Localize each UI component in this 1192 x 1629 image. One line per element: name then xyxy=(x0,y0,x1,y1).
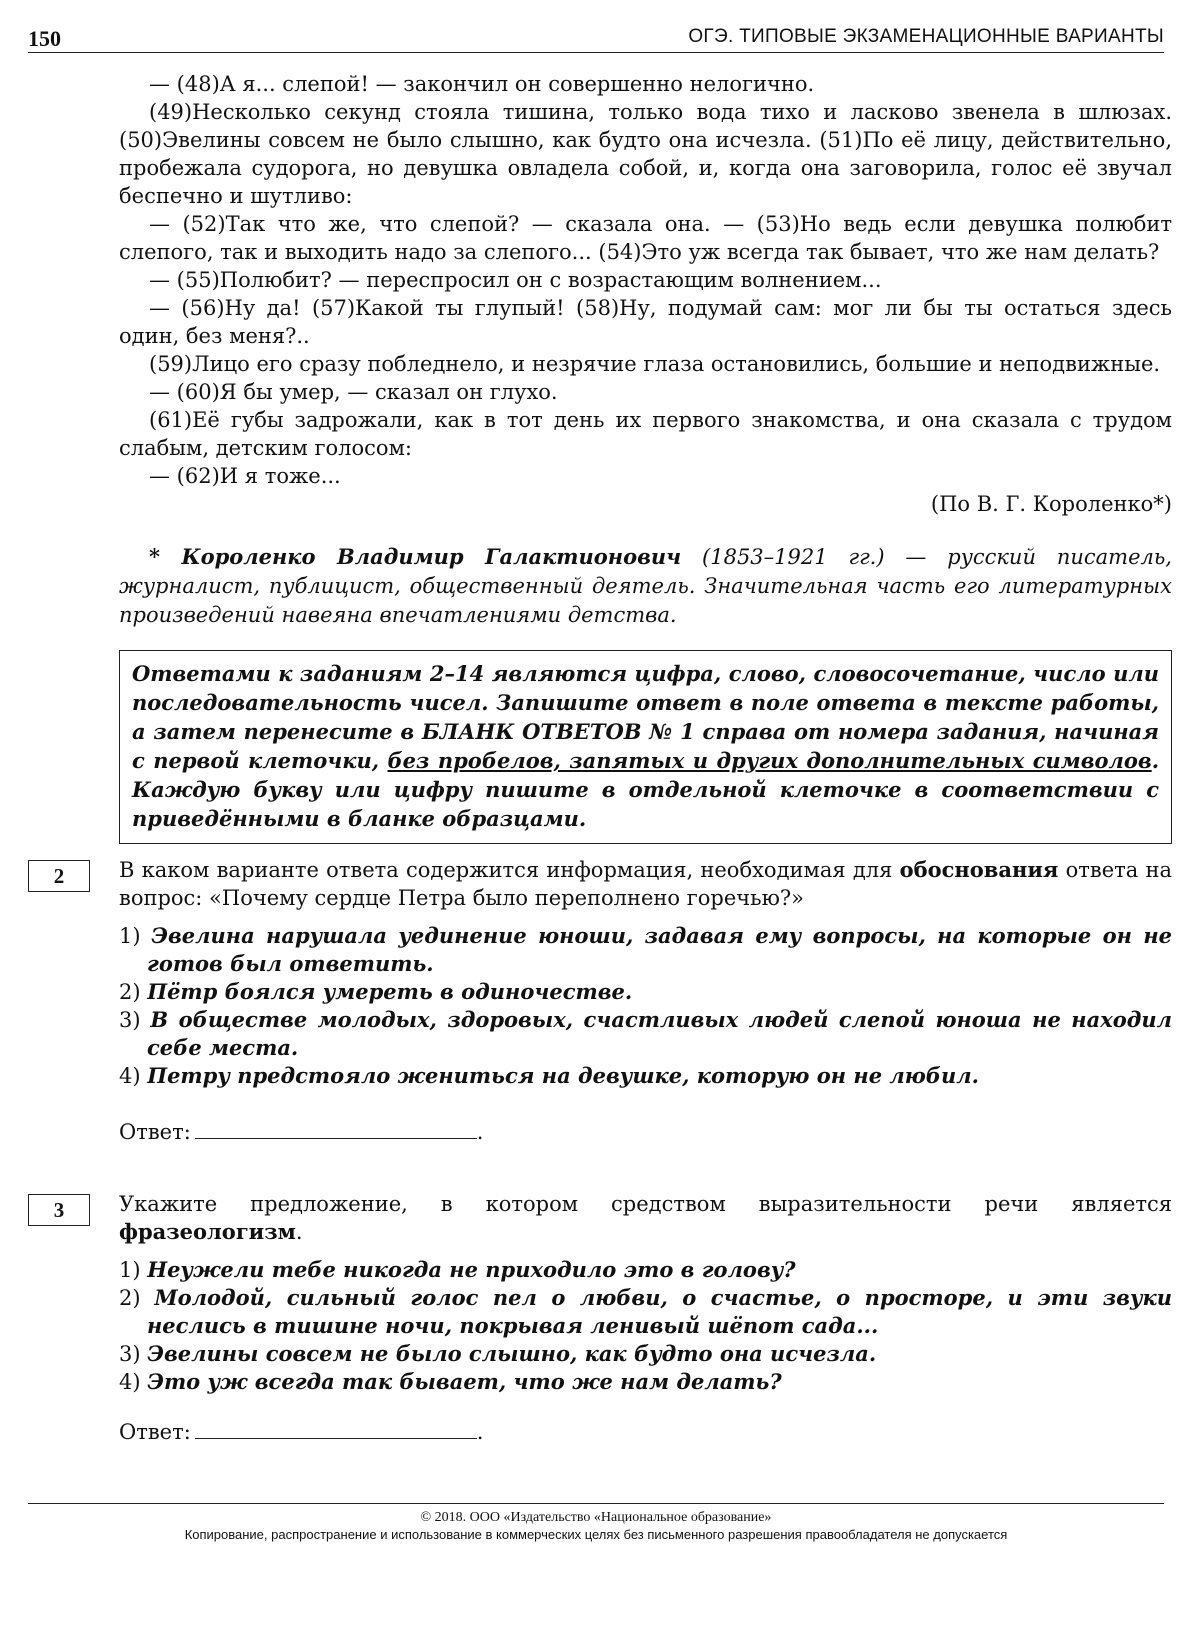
question-text: В каком варианте ответа содержится информация, необходимая для xyxy=(119,858,900,882)
answer-option: 3) Эвелины совсем не было слышно, как будто она исчезла. xyxy=(119,1341,877,1366)
instructions-text: Ответами к заданиям 2–14 являются цифра, слово, словосочетание, число или последовательность чисел. Запишите ответ в поле ответа в тексте работы, а затем перенесите в БЛАНК ОТВЕТОВ № 1 справа от номера задания, начиная с первой клеточки, xyxy=(132,661,1159,773)
answer-field[interactable] xyxy=(195,1418,477,1439)
instructions-box xyxy=(119,650,1172,844)
author-footnote xyxy=(119,542,1172,630)
instructions-text-end: . Каждую букву или цифру пишите в отдельной клеточке в соответствии с приведёнными в бланке образцами. xyxy=(132,748,1159,831)
page-number: 150 xyxy=(28,26,61,51)
footnote-text: (1853–1921 гг.) — русский писатель, журналист, публицист, общественный деятель. Значительная часть его литературных произведений навеяна впечатлениями детства. xyxy=(119,545,1172,627)
question-keyword: обоснования xyxy=(899,857,1059,882)
answer-option: 4) Это уж всегда так бывает, что же нам делать? xyxy=(119,1369,782,1394)
running-title: ОГЭ. ТИПОВЫЕ ЭКЗАМЕНАЦИОННЫЕ ВАРИАНТЫ xyxy=(688,26,1164,47)
instructions-underlined: без пробелов, запятых и других дополнительных символов xyxy=(387,748,1152,773)
text-paragraph: (61)Её губы задрожали, как в тот день их первого знакомства, и она сказала с трудом слабым, детским голосом: xyxy=(119,408,1172,460)
text-paragraph: (59)Лицо его сразу побледнело, и незрячие глаза остановились, большие и неподвижные. xyxy=(149,352,1161,376)
footnote-author-name: * Короленко Владимир Галактионович xyxy=(149,544,682,569)
answer-field[interactable] xyxy=(195,1118,477,1139)
answer-label: Ответ: xyxy=(119,1120,191,1144)
answer-option: 1) Неужели тебе никогда не приходило это в голову? xyxy=(119,1257,796,1282)
answer-row: Ответ: . xyxy=(119,1420,484,1444)
answer-label: Ответ: xyxy=(119,1420,191,1444)
copyright: © 2018. ООО «Издательство «Национальное образование» xyxy=(420,1510,772,1525)
answer-option: 4) Петру предстояло жениться на девушке, которую он не любил. xyxy=(119,1063,979,1088)
task-number-box: 3 xyxy=(28,1194,90,1226)
task-number-box: 2 xyxy=(28,860,90,892)
answer-options xyxy=(119,922,1172,1090)
answer-options xyxy=(119,1256,1172,1396)
text-paragraph: — (56)Ну да! (57)Какой ты глупый! (58)Ну, подумай сам: мог ли бы ты остаться здесь один, без меня?.. xyxy=(119,296,1172,348)
copy-notice: Копирование, распространение и использование в коммерческих целях без письменного разрешения правообладателя не допускается xyxy=(184,1527,1008,1542)
answer-option: 2) Молодой, сильный голос пел о любви, о счастье, о просторе, и эти звуки неслись в тишине ночи, покрывая ленивый шёпот сада... xyxy=(119,1285,1172,1338)
answer-option: 1) Эвелина нарушала уединение юноши, задавая ему вопросы, на которые он не готов был ответить. xyxy=(119,923,1172,976)
page-footer xyxy=(28,1503,1164,1542)
literary-text xyxy=(119,70,1172,518)
page-content xyxy=(53,70,1172,1446)
text-paragraph: — (48)А я... слепой! — закончил он совершенно нелогично. xyxy=(149,72,815,96)
question-keyword: фразеологизм xyxy=(119,1219,296,1244)
task-3 xyxy=(53,1190,1172,1446)
text-paragraph: — (55)Полюбит? — переспросил он с возрастающим волнением... xyxy=(149,268,882,292)
text-paragraph: — (60)Я бы умер, — сказал он глухо. xyxy=(149,380,558,404)
task-question xyxy=(119,856,1172,912)
attribution: (По В. Г. Короленко*) xyxy=(930,492,1172,516)
answer-row: Ответ: . xyxy=(119,1120,484,1144)
text-paragraph: — (62)И я тоже... xyxy=(149,464,341,488)
question-text-end: . xyxy=(295,1220,303,1244)
answer-option: 2) Пётр боялся умереть в одиночестве. xyxy=(119,979,633,1004)
text-paragraph: — (52)Так что же, что слепой? — сказала она. — (53)Но ведь если девушка полюбит слепого, так и выходить надо за слепого... (54)Это уж всегда так бывает, что же нам делать? xyxy=(119,212,1172,264)
task-question xyxy=(119,1190,1172,1246)
answer-option: 3) В обществе молодых, здоровых, счастливых людей слепой юноша не находил себе места. xyxy=(119,1007,1172,1060)
page-header xyxy=(28,22,1164,53)
task-2 xyxy=(53,856,1172,1146)
question-text: Укажите предложение, в котором средством выразительности речи является xyxy=(119,1192,1172,1216)
text-paragraph: (49)Несколько секунд стояла тишина, только вода тихо и ласково звенела в шлюзах. (50)Эвелины совсем не было слышно, как будто она исчезла. (51)По её лицу, действительно, пробежала судорога, но девушка овладела собой, и, когда она заговорила, голос её звучал беспечно и шутливо: xyxy=(119,100,1172,208)
question-text-end: ответа на вопрос: «Почему сердце Петра было переполнено горечью?» xyxy=(119,858,1172,910)
